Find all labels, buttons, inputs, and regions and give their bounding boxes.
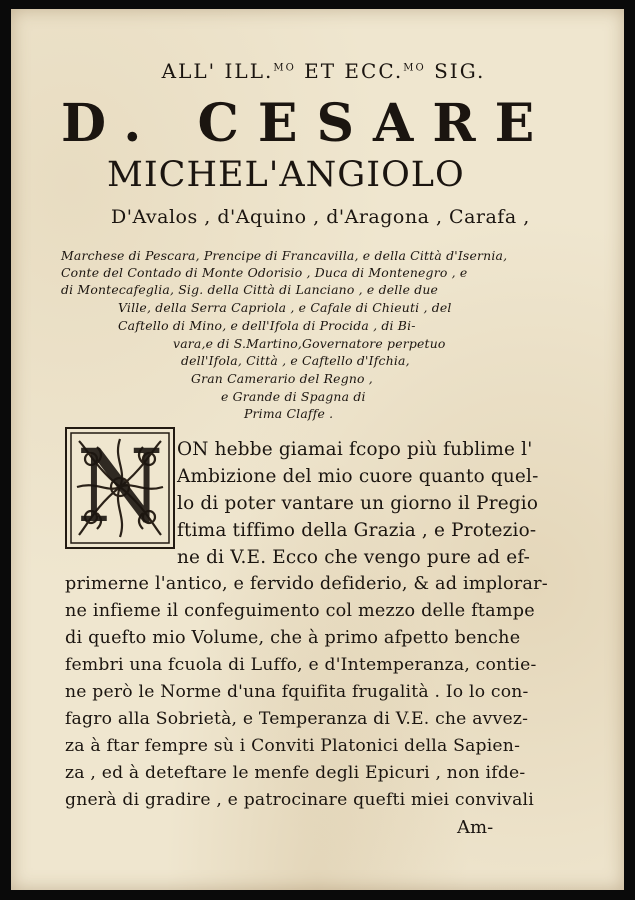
floral-ornament-icon [67,429,173,547]
body-line: ON hebbe giamai fcopo più fublime l' [177,439,533,460]
body-line: Ambizione del mio cuore quanto quel- [177,466,539,487]
title-line: e Grande di Spagna di [221,389,366,404]
dedicatee-name: D. CESARE [61,93,554,154]
dedicatee-name-2: MICHEL'ANGIOLO [107,155,465,195]
body-line: fagro alla Sobrietà, e Temperanza di V.E. che avvez- [65,709,529,729]
dedication-line: ALL' ILL.$^{MO}$ ET ECC.$^{MO}$ SIG. [161,59,486,83]
family-houses: D'Avalos , d'Aquino , d'Aragona , Carafa , [111,206,530,228]
title-line: Conte del Contado di Monte Odorisio , Duca di Montenegro , e [61,265,468,280]
title-line: Marchese di Pescara, Prencipe di Francavilla, e della Città d'Isernia, [61,248,508,263]
title-line: Gran Camerario del Regno , [191,371,373,386]
body-line: primerne l'antico, e fervido defiderio, & ad implorar- [65,574,548,594]
body-line: lo di poter vantare un giorno il Pregio [177,493,539,514]
catchword: Am- [457,817,494,838]
body-line: za à ftar fempre sù i Conviti Platonici della Sapien- [65,736,521,756]
title-line: vara,e di S.Martino,Governatore perpetuo [173,336,446,351]
body-line: za , ed à deteftare le menfe degli Epicuri , non ifde- [65,763,526,783]
body-line: ne di V.E. Ecco che vengo pure ad ef- [177,547,531,568]
title-line: Prima Claffe . [244,406,334,421]
body-line: fembri una fcuola di Luffo, e d'Intemperanza, contie- [65,655,537,675]
svg-text:N: N [76,429,164,545]
title-line: dell'Ifola, Città , e Caftello d'Ifchia, [181,353,410,368]
body-line: ftima tiffimo della Grazia , e Protezio- [177,520,537,541]
title-line: di Montecafeglia, Sig. della Città di Lanciano , e delle due [61,282,439,297]
body-line: ne però le Norme d'una fquifita frugalità . Io lo con- [65,682,529,702]
body-line: gnerà di gradire , e patrocinare quefti miei convivali [65,790,534,810]
title-line: Ville, della Serra Capriola , e Cafale di Chieuti , del [118,300,452,315]
body-line: di quefto mio Volume, che à primo afpetto benche [65,628,521,648]
ornamental-dropcap [65,427,175,549]
body-line: ne infieme il confeguimento col mezzo delle ftampe [65,601,535,621]
title-line: Caftello di Mino, e dell'Ifola di Procida , di Bi- [118,318,416,333]
book-page [11,9,624,890]
